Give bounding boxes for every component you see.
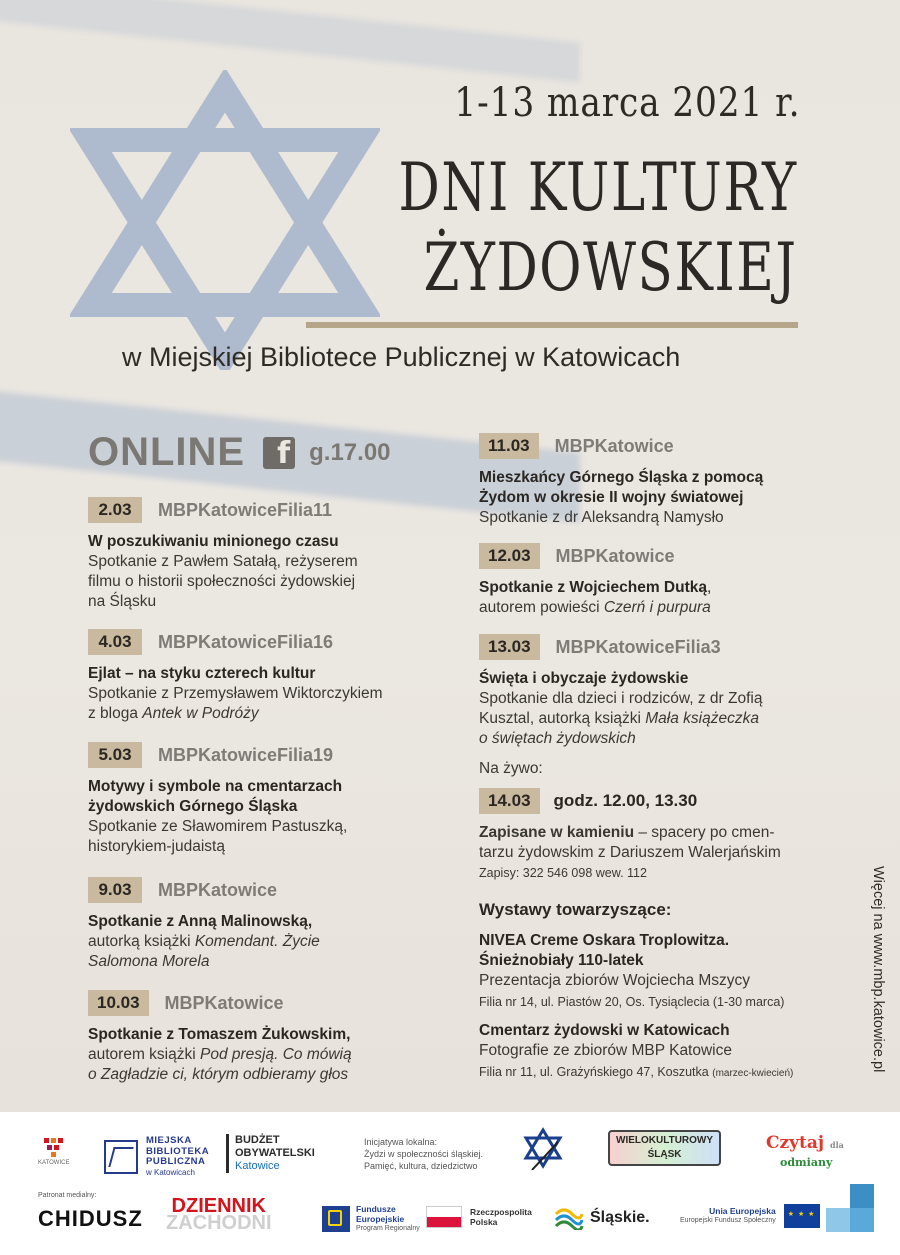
- local-initiative-text: [364, 1136, 483, 1172]
- event-venue: MBPKatowiceFilia11: [158, 499, 333, 520]
- event-item: [479, 433, 763, 528]
- event-desc-line: Spotkanie ze Sławomirem Pastuszką,: [88, 818, 348, 835]
- live-label: Na żywo:: [479, 760, 543, 777]
- live-desc: tarzu żydowskim z Dariuszem Walerjańskim: [479, 844, 781, 861]
- facebook-icon: f: [263, 437, 295, 469]
- media-patronage-label: Patronat medialny:: [38, 1192, 97, 1199]
- event-date-badge: 10.03: [88, 990, 149, 1016]
- event-item: [88, 629, 383, 724]
- event-date-badge: 12.03: [479, 543, 540, 569]
- rp-text: [470, 1207, 532, 1227]
- wielokulturowy-slask-logo: [608, 1130, 721, 1166]
- mbp-book-icon: [104, 1140, 138, 1174]
- event-desc-line: [88, 932, 320, 952]
- event-date-badge: 11.03: [479, 433, 539, 459]
- event-desc-line: Spotkanie z dr Aleksandrą Namysło: [479, 509, 724, 526]
- event-date-badge: 13.03: [479, 634, 540, 660]
- dziennik-zachodni-logo: [166, 1195, 272, 1234]
- exhibition-title: NIVEA Creme Oskara Troplowitza.: [479, 932, 730, 949]
- event-desc-italic: Mała książeczka: [645, 710, 759, 727]
- budzet-obywatelski-logo: [226, 1134, 315, 1173]
- event-title: Spotkanie z Tomaszem Żukowskim,: [88, 1026, 351, 1043]
- event-desc-text: Kusztal, autorką książki: [479, 710, 646, 727]
- event-desc-line: Spotkanie z Pawłem Satałą, reżyserem: [88, 553, 358, 570]
- rp-line: Rzeczpospolita: [470, 1207, 532, 1217]
- website-link[interactable]: Więcej na www.mbp.katowice.pl: [870, 866, 886, 1073]
- event-desc-line: Spotkanie z Przemysławem Wiktorczykiem: [88, 685, 383, 702]
- fundusze-europejskie-logo: [322, 1204, 420, 1234]
- event-date-badge: 14.03: [479, 788, 540, 814]
- event-venue: MBPKatowice: [555, 545, 675, 566]
- katowice-logo: [38, 1136, 69, 1166]
- event-desc-line: [479, 598, 711, 618]
- event-title: Mieszkańcy Górnego Śląska z pomocą: [479, 469, 764, 486]
- event-venue: MBPKatowiceFilia19: [158, 744, 334, 765]
- event-date-badge: 4.03: [88, 629, 142, 655]
- eu-flag-icon: [784, 1204, 820, 1228]
- event-item: [88, 877, 320, 972]
- star-of-david-logo-icon: [522, 1126, 564, 1175]
- event-item: [88, 990, 352, 1085]
- exhibition-place-dates: (marzec-kwiecień): [712, 1068, 794, 1079]
- ue-text: [680, 1206, 776, 1226]
- title-line-1: DNI KULTURY: [398, 149, 798, 226]
- event-title-rest: ,: [706, 579, 712, 596]
- initiative-line: Inicjatywa lokalna:: [364, 1137, 438, 1147]
- exhibition-place-text: Filia nr 11, ul. Grażyńskiego 47, Koszutka: [479, 1065, 709, 1079]
- event-title: Ejlat – na styku czterech kultur: [88, 665, 316, 682]
- rzeczpospolita-polska-logo: [426, 1206, 532, 1228]
- live-time: godz. 12.00, 13.30: [553, 791, 698, 810]
- event-date-badge: 9.03: [88, 877, 142, 903]
- event-desc-line: [479, 729, 762, 749]
- dziennik-line1: DZIENNIK: [171, 1195, 266, 1217]
- slaskie-text: Śląskie.: [590, 1209, 650, 1226]
- event-title: Żydom w okresie II wojny światowej: [479, 489, 744, 506]
- fe-program: Program Regionalny: [356, 1225, 420, 1232]
- event-date-range: 1-13 marca 2021 r.: [453, 80, 800, 126]
- initiative-line: Pamięć, kultura, dziedzictwo: [364, 1161, 478, 1171]
- event-desc-line: Spotkanie dla dzieci i rodziców, z dr Zofią: [479, 690, 763, 707]
- mbp-line: PUBLICZNA: [146, 1156, 206, 1167]
- page-title: [399, 148, 798, 308]
- event-venue: MBPKatowiceFilia3: [555, 636, 721, 657]
- event-title: Święta i obyczaje żydowskie: [479, 670, 689, 687]
- event-title: Spotkanie z Anną Malinowską,: [88, 913, 313, 930]
- ue-line: Unia Europejska: [709, 1206, 776, 1216]
- event-venue: MBPKatowice: [158, 879, 278, 900]
- event-date-badge: 2.03: [88, 497, 142, 523]
- event-desc-text: autorką książki: [88, 933, 195, 950]
- page-subtitle: w Miejskiej Bibliotece Publicznej w Katowicach: [122, 342, 681, 372]
- wielo-line: WIELOKULTUROWY: [616, 1135, 714, 1146]
- exhibition-desc: Fotografie ze zbiorów MBP Katowice: [479, 1042, 732, 1059]
- live-title-rest: – spacery po cmen-: [634, 824, 775, 841]
- event-desc-italic: Antek w Podróży: [142, 705, 259, 722]
- corner-squares-icon: [826, 1184, 874, 1237]
- exhibition-place: Filia nr 14, ul. Piastów 20, Os. Tysiąclecia (1-30 marca): [479, 995, 785, 1009]
- dziennik-line2: ZACHODNI: [166, 1212, 272, 1234]
- event-desc-text: autorem powieści: [479, 599, 604, 616]
- event-desc-italic: Komendant. Życie: [194, 933, 320, 950]
- fe-line: Europejskie: [356, 1214, 405, 1224]
- budzet-line: BUDŻET: [235, 1134, 280, 1146]
- title-divider: [306, 322, 798, 328]
- event-desc-text: autorem książki: [88, 1046, 200, 1063]
- mbp-line: MIEJSKA: [146, 1135, 192, 1146]
- event-desc-line: [88, 1065, 352, 1085]
- event-desc-line: [88, 952, 320, 972]
- event-desc-italic: Czerń i purpura: [603, 599, 711, 616]
- event-desc-line: [479, 709, 762, 729]
- event-item: [88, 497, 358, 612]
- event-desc-italic: Pod presją. Co mówią: [199, 1046, 352, 1063]
- slaskie-wave-icon: [554, 1206, 584, 1230]
- ue-fund: Europejski Fundusz Społeczny: [680, 1217, 776, 1224]
- event-title: [479, 578, 711, 598]
- event-desc-line: filmu o historii społeczności żydowskiej: [88, 573, 356, 590]
- live-event: [479, 760, 781, 882]
- initiative-line: Żydzi w społeczności śląskiej.: [364, 1149, 484, 1159]
- title-line-2: ŻYDOWSKIEJ: [423, 229, 798, 306]
- event-title-text: Spotkanie z Wojciechem Dutką: [479, 579, 707, 596]
- budzet-line: OBYWATELSKI: [235, 1147, 315, 1159]
- sponsor-footer: [0, 1112, 900, 1255]
- fundusze-icon: [322, 1206, 350, 1232]
- unia-europejska-logo: [680, 1204, 820, 1228]
- mbp-name: [146, 1136, 209, 1178]
- event-date-badge: 5.03: [88, 742, 142, 768]
- exhibition-desc: Prezentacja zbiorów Wojciecha Mszycy: [479, 972, 751, 989]
- event-title: Motywy i symbole na cmentarzach: [88, 778, 343, 795]
- katowice-label: KATOWICE: [38, 1160, 70, 1166]
- event-desc-line: na Śląsku: [88, 593, 157, 610]
- chidusz-logo: CHIDUSZ: [38, 1206, 143, 1231]
- exhibitions-section: [479, 900, 793, 1083]
- online-label: ONLINE: [88, 430, 246, 474]
- mbp-city: w Katowicach: [146, 1167, 195, 1177]
- exhibition-title: Śnieżnobiały 110-latek: [479, 952, 644, 969]
- online-banner: [88, 430, 391, 475]
- fundusze-text: [356, 1204, 420, 1234]
- czytaj-dla-odmiany-logo: [766, 1134, 844, 1172]
- live-title: [479, 823, 781, 843]
- event-desc-italic: Salomona Morela: [88, 953, 210, 970]
- mbp-logo: [104, 1136, 209, 1178]
- event-title: żydowskich Górnego Śląska: [88, 798, 298, 815]
- budzet-city: Katowice: [235, 1160, 280, 1172]
- poland-flag-icon: [426, 1206, 462, 1228]
- rp-line: Polska: [470, 1217, 498, 1227]
- event-desc-line: historykiem-judaistą: [88, 838, 225, 855]
- exhibition-place: [479, 1063, 793, 1083]
- czytaj-text: Czytaj: [766, 1133, 825, 1153]
- event-desc-line: [88, 704, 383, 724]
- event-venue: MBPKatowice: [554, 435, 674, 456]
- event-item: [479, 634, 762, 749]
- event-venue: MBPKatowice: [164, 992, 284, 1013]
- exhibition-title: Cmentarz żydowski w Katowicach: [479, 1022, 730, 1039]
- czytaj-odmiany: odmiany: [780, 1156, 833, 1169]
- event-desc-text: z bloga: [88, 705, 143, 722]
- exhibitions-heading: Wystawy towarzyszące:: [479, 900, 672, 919]
- live-title-bold: Zapisane w kamieniu: [479, 824, 635, 841]
- mbp-line: BIBLIOTEKA: [146, 1145, 210, 1157]
- czytaj-dla: dla: [830, 1140, 844, 1150]
- katowice-heart-icon: [42, 1136, 66, 1158]
- online-time: g.17.00: [309, 438, 391, 466]
- live-signup: Zapisy: 322 546 098 wew. 112: [479, 866, 647, 880]
- event-desc-line: [88, 1045, 352, 1065]
- event-venue: MBPKatowiceFilia16: [158, 631, 334, 652]
- wielo-line: ŚLĄSK: [647, 1149, 682, 1160]
- event-desc-italic: o Zagładzie ci, którym odbieramy głos: [88, 1066, 349, 1083]
- fe-line: Fundusze: [356, 1204, 396, 1214]
- event-item: [88, 742, 347, 857]
- event-item: [479, 543, 711, 618]
- event-title: W poszukiwaniu minionego czasu: [88, 533, 339, 550]
- event-desc-italic: o świętach żydowskich: [479, 730, 636, 747]
- slaskie-logo: [554, 1206, 650, 1230]
